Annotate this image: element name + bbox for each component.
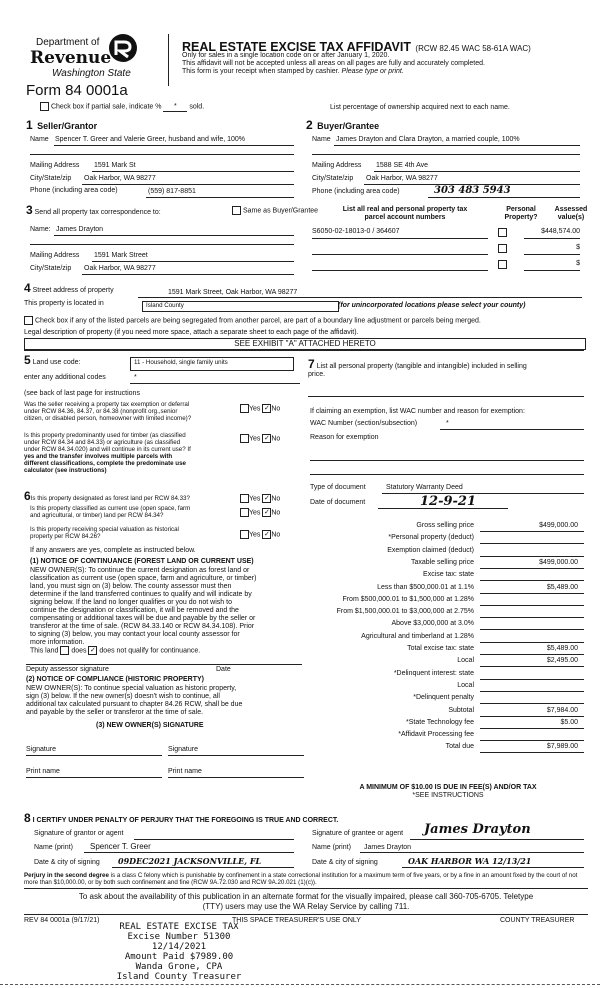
rev-label: REV 84 0001a (9/17/21) [24, 917, 100, 924]
tax-row-line [480, 617, 584, 618]
stamp-line: Island County Treasurer [116, 972, 242, 982]
parcel-header-2: Personal [506, 206, 536, 213]
notice-1-line: land, you must sign on (3) below. The county assessor must then [30, 583, 232, 590]
form-number: Form 84 0001a [26, 82, 128, 99]
grantee-sig-label: Signature of grantee or agent [312, 830, 404, 837]
landuse-select[interactable]: 11 - Household, single family units [130, 357, 294, 371]
buyer-phone-label: Phone (including area code) [312, 188, 400, 195]
notice-1-line: classification as current use (open space, farm and agriculture, or timber) [30, 575, 257, 582]
county-select[interactable]: Island County [142, 301, 339, 312]
form-title: REAL ESTATE EXCISE TAX AFFIDAVIT [182, 40, 411, 54]
county-treasurer-label: COUNTY TREASURER [500, 917, 575, 924]
doesnot-checkbox[interactable]: ✓ [90, 647, 96, 654]
historic-no-label: No [271, 531, 281, 539]
grantee-print-label: Name (print) [312, 844, 351, 851]
legal-description[interactable]: SEE EXHIBIT "A" ATTACHED HERETO [24, 338, 586, 350]
notice-1-heading: (1) NOTICE OF CONTINUANCE (FOREST LAND OR CURRENT USE) [30, 558, 254, 565]
exempt-yes-label: Yes [249, 405, 261, 413]
historic-q-line-2: property per RCW 84.26? [30, 533, 101, 540]
timber-q-line-4: yes and the transfer involves multiple parcels with [24, 453, 173, 460]
see-back-label: (see back of last page for instructions [24, 390, 140, 397]
corr-name[interactable]: James Drayton [56, 226, 104, 233]
timber-no-label: No [271, 435, 281, 443]
notice-1-line: determine if the land transferred continues to qualify and will indicate by [30, 591, 252, 598]
tax-row-line [480, 728, 584, 729]
tax-row-label: Above $3,000,000 at 3.0% [391, 620, 474, 628]
parcel-header-1b: parcel account numbers [364, 214, 446, 221]
notice-1-line: signing below. If the land no longer qualifies or you do not wish to [30, 599, 232, 606]
exemption-label: If claiming an exemption, list WAC number and reason for exemption: [310, 408, 525, 415]
seller-heading: Seller/Grantor [37, 121, 98, 131]
tax-row-line [480, 605, 584, 606]
forest-no-checkbox[interactable]: ✓ [263, 495, 270, 502]
buyer-name[interactable]: James Drayton and Clara Drayton, a married couple, 100% [336, 136, 520, 143]
tax-row-label: *Delinquent penalty [413, 694, 474, 702]
stamp-line: Amount Paid $7989.00 [124, 952, 234, 962]
partial-sale-checkbox[interactable] [40, 102, 49, 111]
notice-1-line: transferor at the time of sale. (RCW 84.33.140 or RCW 84.34.108). Prior [30, 623, 255, 630]
tax-row-label: Gross selling price [416, 522, 474, 529]
same-as-buyer-checkbox[interactable] [232, 206, 241, 215]
perjury-text: is a class C felony which is punishable by confinement in a state correctional institution for a maximum term of five years, or by a fine in an amount fixed by the court of not more than $10,000.00, or by both such confinement and fine (RCW 9A.72.030 and RCW 9A.20.021 (1)(c)). [24, 872, 578, 886]
corr-addr-label: Mailing Address [30, 252, 80, 259]
section-5-num: 5 [24, 353, 31, 367]
seller-name-label: Name [30, 136, 49, 143]
seller-addr-label: Mailing Address [30, 162, 80, 169]
seller-city[interactable]: Oak Harbor, WA 98277 [84, 175, 156, 182]
buyer-city-label: City/State/zip [312, 175, 354, 182]
parcel-row-2-value[interactable]: $ [576, 244, 580, 251]
grantor-print-label: Name (print) [34, 844, 73, 851]
does-checkbox[interactable] [60, 646, 69, 655]
currentuse-yes-label: Yes [249, 509, 261, 517]
legal-label: Legal description of property (if you need more space, attach a separate sheet to each page of the affidavit). [24, 329, 359, 336]
parcel-header-1: List all real and personal property tax [342, 206, 468, 213]
tax-row-label: Local [457, 657, 474, 665]
segregated-label: Check box if any of the listed parcels are being segregated from another parcel, are part of a boundary line adjustment or parcels being merged. [34, 317, 481, 325]
notice-3-heading: (3) NEW OWNER(S) SIGNATURE [96, 722, 204, 729]
timber-yes-checkbox[interactable] [240, 434, 249, 443]
forest-yes-label: Yes [249, 495, 261, 503]
historic-yes-label: Yes [249, 531, 261, 539]
notice-1-line: NEW OWNER(S): To continue the current designation as forest land or [30, 567, 250, 574]
tax-row-line [480, 679, 584, 680]
tax-row-value[interactable]: $5,489.00 [546, 583, 578, 591]
currentuse-q-line-1: Is this property classified as current use (open space, farm [30, 505, 191, 512]
tax-row-label: *State Technology fee [406, 718, 474, 726]
deputy-sig-label: Deputy assessor signature [26, 666, 109, 673]
timber-no-checkbox[interactable]: ✓ [263, 435, 270, 442]
exempt-q-line-1: Was the seller receiving a property tax exemption or deferral [24, 401, 190, 408]
wac-label: WAC Number (section/subsection) [310, 420, 418, 427]
certify-text: I CERTIFY UNDER PENALTY OF PERJURY THAT THE FOREGOING IS TRUE AND CORRECT. [32, 817, 339, 824]
tax-row-value[interactable]: $499,000.00 [539, 522, 578, 529]
section-7-num: 7 [308, 357, 315, 371]
tax-row-label: From $1,500,000.01 to $3,000,000 at 2.75% [336, 608, 474, 616]
tax-row-label: From $500,000.01 to $1,500,000 at 1.28% [342, 595, 474, 603]
grantor-print-value[interactable]: Spencer T. Greer [90, 842, 151, 851]
historic-q-line-1: Is this property receiving special valuation as historical [30, 526, 179, 533]
personal-label: List all personal property (tangible and intangible) included in selling [316, 363, 527, 370]
grantee-date-label: Date & city of signing [312, 859, 378, 866]
currentuse-yes-checkbox[interactable] [240, 508, 249, 517]
header-line-3b: Please type or print. [341, 68, 404, 75]
timber-q-line-6: calculator (see instructions) [24, 467, 107, 474]
seller-phone-label: Phone (including area code) [30, 187, 118, 194]
grantee-print-value[interactable]: James Drayton [364, 844, 412, 851]
grantee-sig-value[interactable]: James Drayton [424, 822, 531, 837]
parcel-row-2-personal-checkbox[interactable] [498, 244, 507, 253]
tax-row-value[interactable]: $5.00 [560, 718, 578, 726]
tax-row-label: Local [457, 681, 474, 689]
tax-row-label: Total excise tax: state [407, 645, 474, 652]
doc-type-label: Type of document [310, 484, 366, 491]
alt-format-line-2: (TTY) users may use the WA Relay Service by calling 711. [202, 902, 410, 911]
historic-yes-checkbox[interactable] [240, 530, 249, 539]
doc-date-value[interactable]: 12-9-21 [420, 494, 477, 509]
tax-row-label: Excise tax: state [423, 571, 474, 579]
tax-row-line [480, 666, 584, 667]
corr-label: Send all property tax correspondence to: [34, 209, 161, 216]
see-instructions: *SEE INSTRUCTIONS [412, 792, 484, 799]
tax-row-label: Taxable selling price [410, 558, 474, 566]
parcel-header-3: Assessed [554, 206, 588, 213]
revenue-logo-text: Revenue [30, 48, 112, 68]
tax-row-line [480, 580, 584, 581]
tax-row-line [480, 654, 584, 655]
header-line-3: This form is your receipt when stamped by cashier. [182, 68, 340, 75]
notice-2-line: sign (3) below. If the new owner(s) doesn't wish to continue, all [26, 693, 220, 700]
section-1-num: 1 [26, 118, 33, 132]
stamp-line: REAL ESTATE EXCISE TAX [119, 922, 239, 932]
tax-row-value[interactable]: $2,495.00 [546, 657, 578, 665]
does-label: does [71, 647, 87, 655]
section-4-num: 4 [24, 281, 31, 295]
treasurer-stamp [104, 922, 254, 982]
doc-type-value[interactable]: Statutory Warranty Deed [386, 484, 463, 491]
grantor-date-label: Date & city of signing [34, 859, 100, 866]
tax-row-value[interactable]: $5,489.00 [546, 645, 578, 652]
timber-q-line-3: under RCW 84.34.020) and will continue in its current use? If [24, 446, 191, 453]
tax-row-line [480, 691, 584, 692]
tax-row-line [480, 543, 584, 544]
tax-row-value[interactable]: $7,989.00 [546, 743, 578, 751]
tax-row-label: Total due [445, 743, 474, 751]
notice-2-line: additional tax calculated pursuant to chapter 84.26 RCW, shall be due [26, 701, 243, 708]
grantor-sig-label: Signature of grantor or agent [34, 830, 124, 837]
wac-value[interactable]: * [446, 420, 449, 427]
tax-row-line [480, 629, 584, 630]
grantee-date-value[interactable]: OAK HARBOR WA 12/13/21 [408, 856, 532, 866]
additional-codes-value[interactable]: * [134, 374, 137, 381]
tax-row-label: *Personal property (deduct) [388, 534, 474, 542]
tax-row-label: Less than $500,000.01 at 1.1% [377, 583, 474, 591]
corr-city-label: City/State/zip [30, 265, 72, 272]
buyer-heading: Buyer/Grantee [317, 121, 380, 131]
tax-row-value[interactable]: $7,984.00 [546, 706, 578, 714]
owner-sig-1[interactable]: Signature [26, 746, 56, 753]
section-6-num: 6 [24, 489, 31, 503]
parcel-header-2b: Property? [504, 214, 538, 221]
tax-row-label: Agricultural and timberland at 1.28% [361, 632, 474, 640]
grantor-date-value[interactable]: 09DEC2021 JACKSONVILLE, FL [118, 856, 262, 866]
owner-print-1[interactable]: Print name [26, 768, 60, 775]
dept-label: Department of [36, 37, 100, 48]
segregated-checkbox[interactable] [24, 316, 33, 325]
timber-q-line-2: under RCW 84.34 and 84.33) or agriculture (as classified [24, 439, 181, 446]
parcel-row-3-personal-checkbox[interactable] [498, 260, 507, 269]
notice-1-line: continue the designation or classification, it will be removed and the [30, 607, 239, 614]
owner-sig-2[interactable]: Signature [168, 746, 198, 753]
buyer-addr[interactable]: 1588 SE 4th Ave [376, 162, 429, 169]
min-due-note: A MINIMUM OF $10.00 IS DUE IN FEE(S) AND/OR TAX [359, 784, 537, 791]
perjury-bold: Perjury in the second degree [24, 872, 109, 879]
section-2-num: 2 [306, 118, 313, 132]
doc-date-label: Date of document [310, 499, 366, 506]
tax-row-line [480, 703, 584, 704]
additional-codes-label: enter any additional codes [24, 374, 106, 381]
located-label: This property is located in [24, 300, 104, 307]
seller-name[interactable]: Spencer T. Greer and Valerie Greer, husband and wife, 100% [55, 136, 246, 143]
tax-row-line [480, 556, 584, 557]
notice-2-line: and payable by the seller or transferor at the time of sale. [26, 709, 204, 716]
rcw-ref: (RCW 82.45 WAC 58-61A WAC) [415, 44, 531, 53]
tax-row-label: *Affidavit Processing fee [398, 731, 474, 739]
notice-1-line: more information. [30, 639, 85, 646]
doesnot-label: does not qualify for continuance. [99, 647, 201, 655]
tax-row-line [480, 642, 584, 643]
deputy-date-label: Date [216, 666, 231, 673]
timber-q-line-5: different classifications, complete the predominate use [24, 460, 186, 467]
tax-row-line [480, 568, 584, 569]
exempt-yes-checkbox[interactable] [240, 404, 249, 413]
forest-no-label: No [271, 495, 281, 503]
street-value[interactable]: 1591 Mark Street, Oak Harbor, WA 98277 [168, 289, 298, 296]
buyer-name-label: Name [312, 136, 331, 143]
seller-phone[interactable]: (559) 817-8851 [148, 188, 196, 195]
section-3-num: 3 [26, 203, 33, 217]
state-label: Washington State [52, 68, 131, 79]
exempt-q-line-3: citizen, or disabled person, homeowner with limited income)? [24, 415, 192, 422]
seller-city-label: City/State/zip [30, 175, 72, 182]
parcel-header-3b: value(s) [557, 214, 585, 221]
header-line-1: Only for sales in a single location code on or after January 1, 2020. [182, 52, 390, 59]
notice-2-line: NEW OWNER(S): To continue special valuation as historic property, [26, 685, 237, 692]
corr-city[interactable]: Oak Harbor, WA 98277 [84, 265, 156, 272]
exempt-q-line-2: under RCW 84.36, 84.37, or 84.38 (nonprofit org.,senior [24, 408, 178, 415]
parcel-row-3-value[interactable]: $ [576, 260, 580, 267]
parcel-row-1-number[interactable]: S6050-02-18013-0 / 364607 [312, 228, 400, 235]
notice-1-line: compensating or additional taxes will be due and payable by the seller or [30, 615, 256, 622]
forest-yes-checkbox[interactable] [240, 494, 249, 503]
timber-q-line-1: Is this property predominantly used for timber (as classified [24, 432, 186, 439]
forest-q1: Is this property designated as forest land per RCW 84.33? [30, 495, 190, 502]
exempt-no-label: No [271, 405, 281, 413]
notice-1-line: to signing (3) below, you may contact your local county assessor for [30, 631, 240, 638]
timber-yes-label: Yes [249, 435, 261, 443]
buyer-phone[interactable]: 303 483 5943 [434, 185, 511, 196]
corr-name-label: Name: [30, 226, 51, 233]
same-as-buyer-label: Same as Buyer/Grantee [242, 207, 319, 215]
header-line-2: This affidavit will not be accepted unless all areas on all pages are fully and accurately completed. [182, 60, 485, 67]
partial-sale-label: Check box if partial sale, indicate % [50, 103, 162, 111]
parcel-row-1-personal-checkbox[interactable] [498, 228, 507, 237]
personal-label-2: price. [308, 371, 326, 378]
buyer-addr-label: Mailing Address [312, 162, 362, 169]
thisland-label: This land [30, 647, 59, 655]
notice-2-heading: (2) NOTICE OF COMPLIANCE (HISTORIC PROPERTY) [26, 676, 204, 683]
landuse-label: Land use code: [32, 359, 81, 366]
tax-row-line [480, 716, 584, 717]
if-any-yes: If any answers are yes, complete as instructed below. [30, 547, 196, 554]
reason-label: Reason for exemption [310, 434, 379, 441]
ownership-note: List percentage of ownership acquired next to each name. [330, 104, 510, 111]
notice-2-body [26, 685, 308, 717]
revenue-logo-icon [108, 33, 138, 63]
partial-sale-pct[interactable]: * [163, 103, 187, 112]
tax-row-line [480, 531, 584, 532]
historic-no-checkbox[interactable]: ✓ [263, 531, 270, 538]
section-8-num: 8 [24, 811, 31, 825]
tax-row-line [480, 740, 584, 741]
street-label: Street address of property [32, 287, 114, 294]
stamp-line: Excise Number 51300 [127, 932, 231, 942]
unincorporated-note: (for unincorporated locations please select your county) [338, 302, 526, 309]
treasurer-only-label: THIS SPACE TREASURER'S USE ONLY [232, 917, 361, 924]
buyer-city[interactable]: Oak Harbor, WA 98277 [366, 175, 438, 182]
tax-row-line [480, 752, 584, 753]
currentuse-no-checkbox[interactable]: ✓ [263, 509, 270, 516]
exempt-no-checkbox[interactable]: ✓ [263, 405, 270, 412]
tax-row-label: Subtotal [448, 706, 474, 714]
stamp-line: 12/14/2021 [151, 942, 207, 952]
tax-row-line [480, 593, 584, 594]
sold-label: sold. [189, 103, 205, 111]
owner-print-2[interactable]: Print name [168, 768, 202, 775]
parcel-row-1-value[interactable]: $448,574.00 [541, 228, 580, 235]
tax-row-label: Exemption claimed (deduct) [387, 546, 474, 554]
corr-addr[interactable]: 1591 Mark Street [94, 252, 148, 259]
alt-format-line-1: To ask about the availability of this publication in an alternate format for the visually impaired, please call 360-705-6705. Teletype [78, 892, 534, 901]
notice-1-body [30, 567, 310, 647]
tax-row-value[interactable]: $499,000.00 [539, 558, 578, 566]
currentuse-no-label: No [271, 509, 281, 517]
currentuse-q-line-2: and agricultural, or timber) land per RCW 84.34? [30, 512, 164, 519]
tax-row-label: *Delinquent interest: state [393, 669, 474, 677]
seller-addr[interactable]: 1591 Mark St [94, 162, 136, 169]
stamp-line: Wanda Grone, CPA [135, 962, 223, 972]
